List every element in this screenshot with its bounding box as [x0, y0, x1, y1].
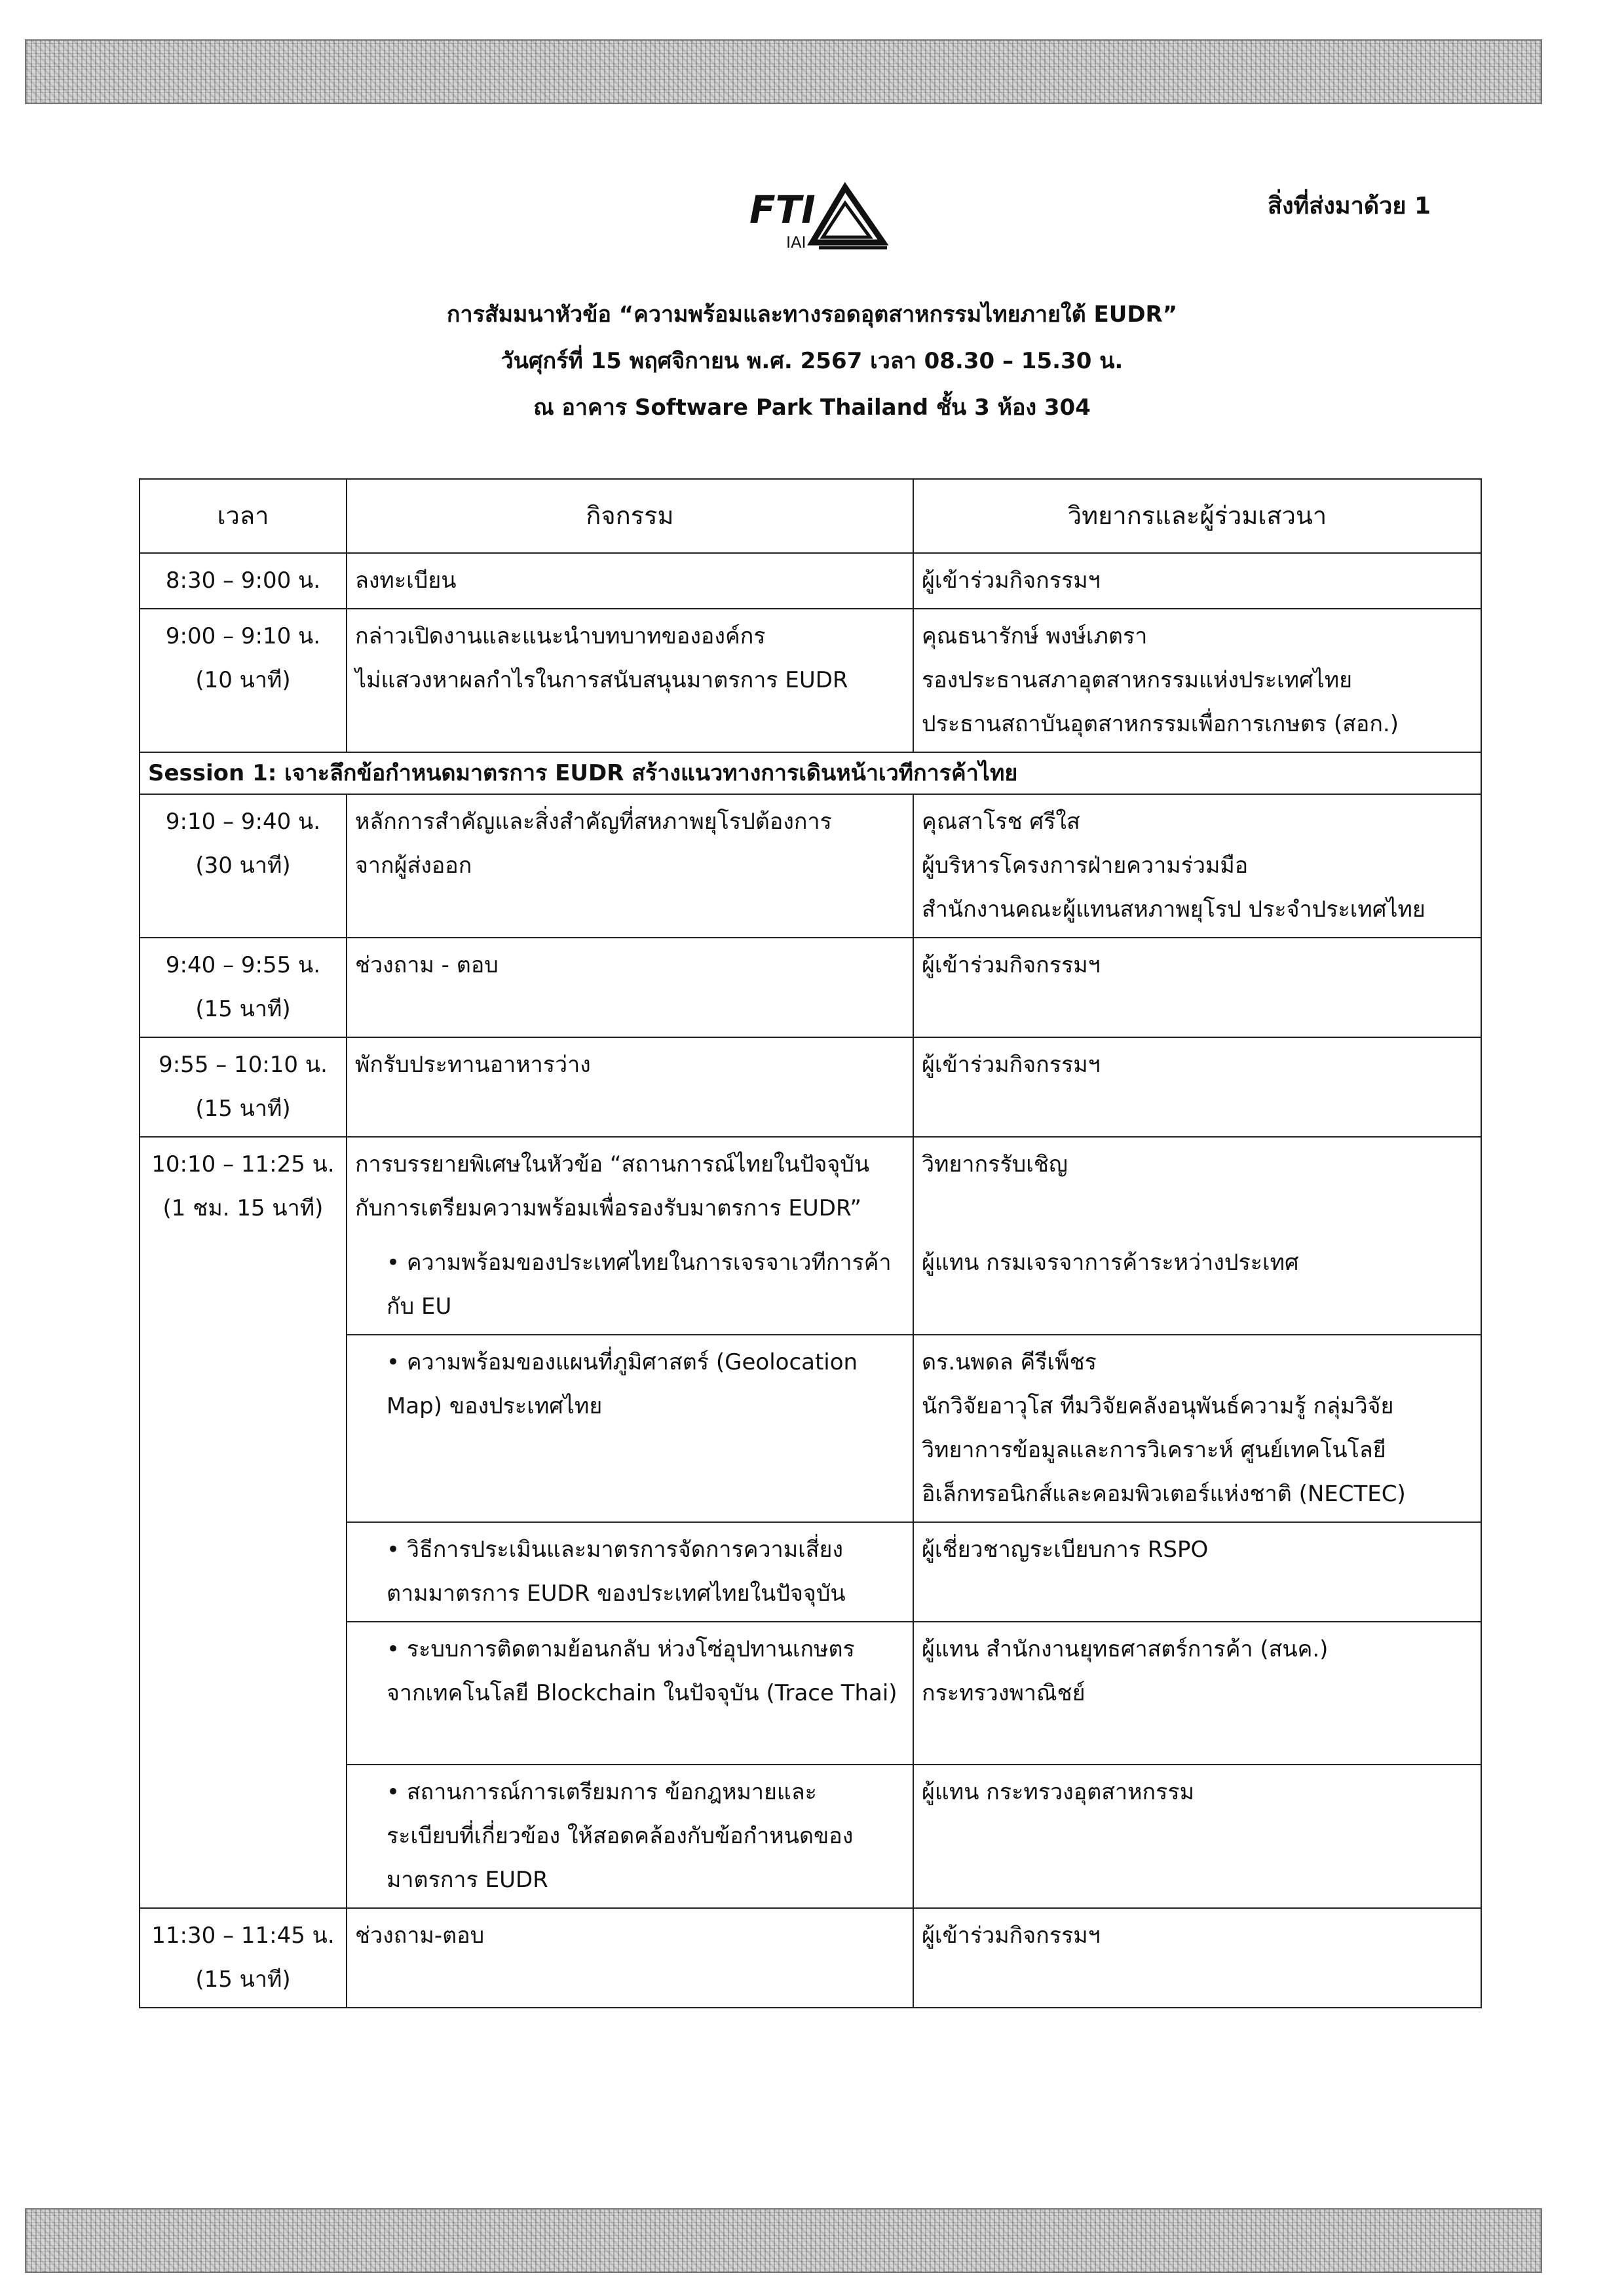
activity-cell: [347, 609, 913, 752]
time-cell: [140, 938, 347, 1037]
speaker-text: ผู้แทน กระทรวงอุตสาหกรรม: [922, 1779, 1195, 1805]
time-text: 9:55 – 10:10 น.: [159, 1052, 328, 1078]
activity-cell: [347, 794, 913, 938]
speaker-text: กระทรวงพาณิชย์: [922, 1680, 1086, 1706]
activity-text: ลงทะเบียน: [355, 567, 457, 594]
speaker-cell: [913, 1137, 1481, 1236]
seminar-venue: ณ อาคาร Software Park Thailand ชั้น 3 ห้อง 304: [533, 394, 1091, 421]
svg-text:IAI: IAI: [786, 233, 806, 252]
bullet-item: ตามมาตรการ EUDR ของประเทศไทยในปัจจุบัน: [387, 1580, 846, 1607]
table-row: [140, 1037, 1481, 1137]
activity-cell: [347, 938, 913, 1037]
bullet-item: • วิธีการประเมินและมาตรการจัดการความเสี่ยง: [387, 1537, 843, 1563]
speaker-text: คุณธนารักษ์ พงษ์เภตรา: [922, 623, 1148, 649]
speaker-cell: [913, 609, 1481, 752]
bullet-item: กับ EU: [387, 1293, 452, 1320]
activity-text: ไม่แสวงหาผลกำไรในการสนับสนุนมาตรการ EUDR: [355, 667, 848, 693]
duration-text: (15 นาที): [195, 1096, 291, 1122]
time-cell: [140, 1908, 347, 2008]
attachment-label: สิ่งที่ส่งมาด้วย 1: [1268, 193, 1431, 220]
agenda-table: [139, 478, 1482, 2008]
speaker-text: ผู้เข้าร่วมกิจกรรมฯ: [922, 567, 1101, 594]
activity-text: ช่วงถาม-ตอบ: [355, 1923, 485, 1949]
speaker-text: อิเล็กทรอนิกส์และคอมพิวเตอร์แห่งชาติ (NECTEC): [922, 1481, 1406, 1507]
activity-cell: [347, 1622, 913, 1765]
bullet-item: • ความพร้อมของแผนที่ภูมิศาสตร์ (Geolocation: [387, 1349, 858, 1375]
table-row: [140, 1137, 1481, 1236]
seminar-date: วันศุกร์ที่ 15 พฤศจิกายน พ.ศ. 2567 เวลา 08.30 – 15.30 น.: [500, 348, 1124, 374]
activity-cell: [347, 1236, 913, 1335]
speaker-cell: [913, 1236, 1481, 1335]
speaker-cell: [913, 938, 1481, 1037]
table-row: [140, 553, 1481, 609]
col-header-time: เวลา: [140, 479, 347, 553]
bullet-item: ระเบียบที่เกี่ยวข้อง ให้สอดคล้องกับข้อกำหนดของ: [387, 1823, 854, 1849]
activity-cell: [347, 1137, 913, 1236]
duration-text: (30 นาที): [195, 852, 291, 879]
time-cell: [140, 1037, 347, 1137]
duration-text: (15 นาที): [195, 996, 291, 1022]
bullet-item: • สถานการณ์การเตรียมการ ข้อกฎหมายและ: [387, 1779, 817, 1805]
activity-text: กับการเตรียมความพร้อมเพื่อรองรับมาตรการ EUDR”: [355, 1195, 862, 1221]
speaker-cell: [913, 1037, 1481, 1137]
speaker-cell: [913, 1765, 1481, 1908]
speaker-text: วิทยากรรับเชิญ: [922, 1151, 1068, 1177]
speaker-cell: [913, 1335, 1481, 1522]
speaker-text: ผู้บริหารโครงการฝ่ายความร่วมมือ: [922, 852, 1249, 879]
bullet-item: • ระบบการติดตามย้อนกลับ ห่วงโซ่อุปทานเกษตร: [387, 1636, 855, 1662]
time-text: 10:10 – 11:25 น.: [151, 1151, 335, 1177]
time-text: 9:00 – 9:10 น.: [165, 623, 321, 649]
speaker-text: คุณสาโรช ศรีใส: [922, 809, 1080, 835]
speaker-text: วิทยาการข้อมูลและการวิเคราะห์ ศูนย์เทคโนโลยี: [922, 1437, 1386, 1463]
speaker-cell: [913, 553, 1481, 609]
time-cell: [140, 1137, 347, 1908]
time-text: 11:30 – 11:45 น.: [151, 1923, 335, 1949]
activity-text: การบรรยายพิเศษในหัวข้อ “สถานการณ์ไทยในปัจจุบัน: [355, 1151, 870, 1177]
activity-cell: [347, 553, 913, 609]
speaker-cell: [913, 1522, 1481, 1622]
activity-cell: [347, 1335, 913, 1522]
table-header-row: [140, 479, 1481, 553]
activity-text: จากผู้ส่งออก: [355, 852, 472, 879]
activity-cell: [347, 1037, 913, 1137]
time-cell: [140, 794, 347, 938]
activity-cell: [347, 1765, 913, 1908]
scan-noise-bottom: [25, 2208, 1542, 2273]
speaker-cell: [913, 1908, 1481, 2008]
activity-text: ช่วงถาม - ตอบ: [355, 952, 499, 978]
fti-logo: [747, 182, 891, 254]
duration-text: (10 นาที): [195, 667, 291, 693]
scan-noise-top: [25, 39, 1542, 104]
speaker-text: ผู้เข้าร่วมกิจกรรมฯ: [922, 1923, 1101, 1949]
speaker-cell: [913, 794, 1481, 938]
speaker-text: ผู้เข้าร่วมกิจกรรมฯ: [922, 952, 1101, 978]
bullet-item: มาตรการ EUDR: [387, 1867, 548, 1893]
duration-text: (15 นาที): [195, 1966, 291, 1993]
time-text: 9:40 – 9:55 น.: [165, 952, 321, 978]
speaker-text: ผู้แทน สำนักงานยุทธศาสตร์การค้า (สนค.): [922, 1636, 1329, 1662]
seminar-title: การสัมมนาหัวข้อ “ความพร้อมและทางรอดอุตสาหกรรมไทยภายใต้ EUDR”: [446, 301, 1178, 328]
col-header-speaker: วิทยากรและผู้ร่วมเสวนา: [913, 479, 1481, 553]
activity-text: กล่าวเปิดงานและแนะนำบทบาทขององค์กร: [355, 623, 766, 649]
activity-text: หลักการสำคัญและสิ่งสำคัญที่สหภาพยุโรปต้องการ: [355, 809, 832, 835]
activity-cell: [347, 1908, 913, 2008]
table-row: [140, 938, 1481, 1037]
time-text: 8:30 – 9:00 น.: [165, 567, 321, 594]
speaker-text: ผู้แทน กรมเจรจาการค้าระหว่างประเทศ: [922, 1250, 1299, 1276]
speaker-text: ผู้เชี่ยวชาญระเบียบการ RSPO: [922, 1537, 1209, 1563]
speaker-text: ดร.นพดล คีรีเพ็ชร: [922, 1349, 1097, 1375]
speaker-text: สำนักงานคณะผู้แทนสหภาพยุโรป ประจำประเทศไทย: [922, 896, 1426, 923]
speaker-text: รองประธานสภาอุตสาหกรรมแห่งประเทศไทย: [922, 667, 1353, 693]
speaker-text: ผู้เข้าร่วมกิจกรรมฯ: [922, 1052, 1101, 1078]
bullet-item: • ความพร้อมของประเทศไทยในการเจรจาเวทีการค้า: [387, 1250, 892, 1276]
activity-text: พักรับประทานอาหารว่าง: [355, 1052, 591, 1078]
col-header-activity: กิจกรรม: [347, 479, 913, 553]
svg-text:FTI: FTI: [749, 187, 816, 232]
bullet-item: Map) ของประเทศไทย: [387, 1393, 603, 1419]
duration-text: (1 ชม. 15 นาที): [162, 1195, 324, 1221]
time-cell: [140, 609, 347, 752]
speaker-cell: [913, 1622, 1481, 1765]
table-row: [140, 609, 1481, 752]
table-row: [140, 794, 1481, 938]
session-title: Session 1: เจาะลึกข้อกำหนดมาตรการ EUDR สร้างแนวทางการเดินหน้าเวทีการค้าไทย: [140, 752, 1481, 794]
table-row: [140, 1908, 1481, 2008]
time-cell: [140, 553, 347, 609]
activity-cell: [347, 1522, 913, 1622]
speaker-text: นักวิจัยอาวุโส ทีมวิจัยคลังอนุพันธ์ความรู้ กลุ่มวิจัย: [922, 1393, 1394, 1419]
speaker-text: ประธานสถาบันอุตสาหกรรมเพื่อการเกษตร (สอก.): [922, 711, 1399, 737]
bullet-item: จากเทคโนโลยี Blockchain ในปัจจุบัน (Trace Thai): [387, 1680, 897, 1706]
session-row: [140, 752, 1481, 794]
time-text: 9:10 – 9:40 น.: [165, 809, 321, 835]
